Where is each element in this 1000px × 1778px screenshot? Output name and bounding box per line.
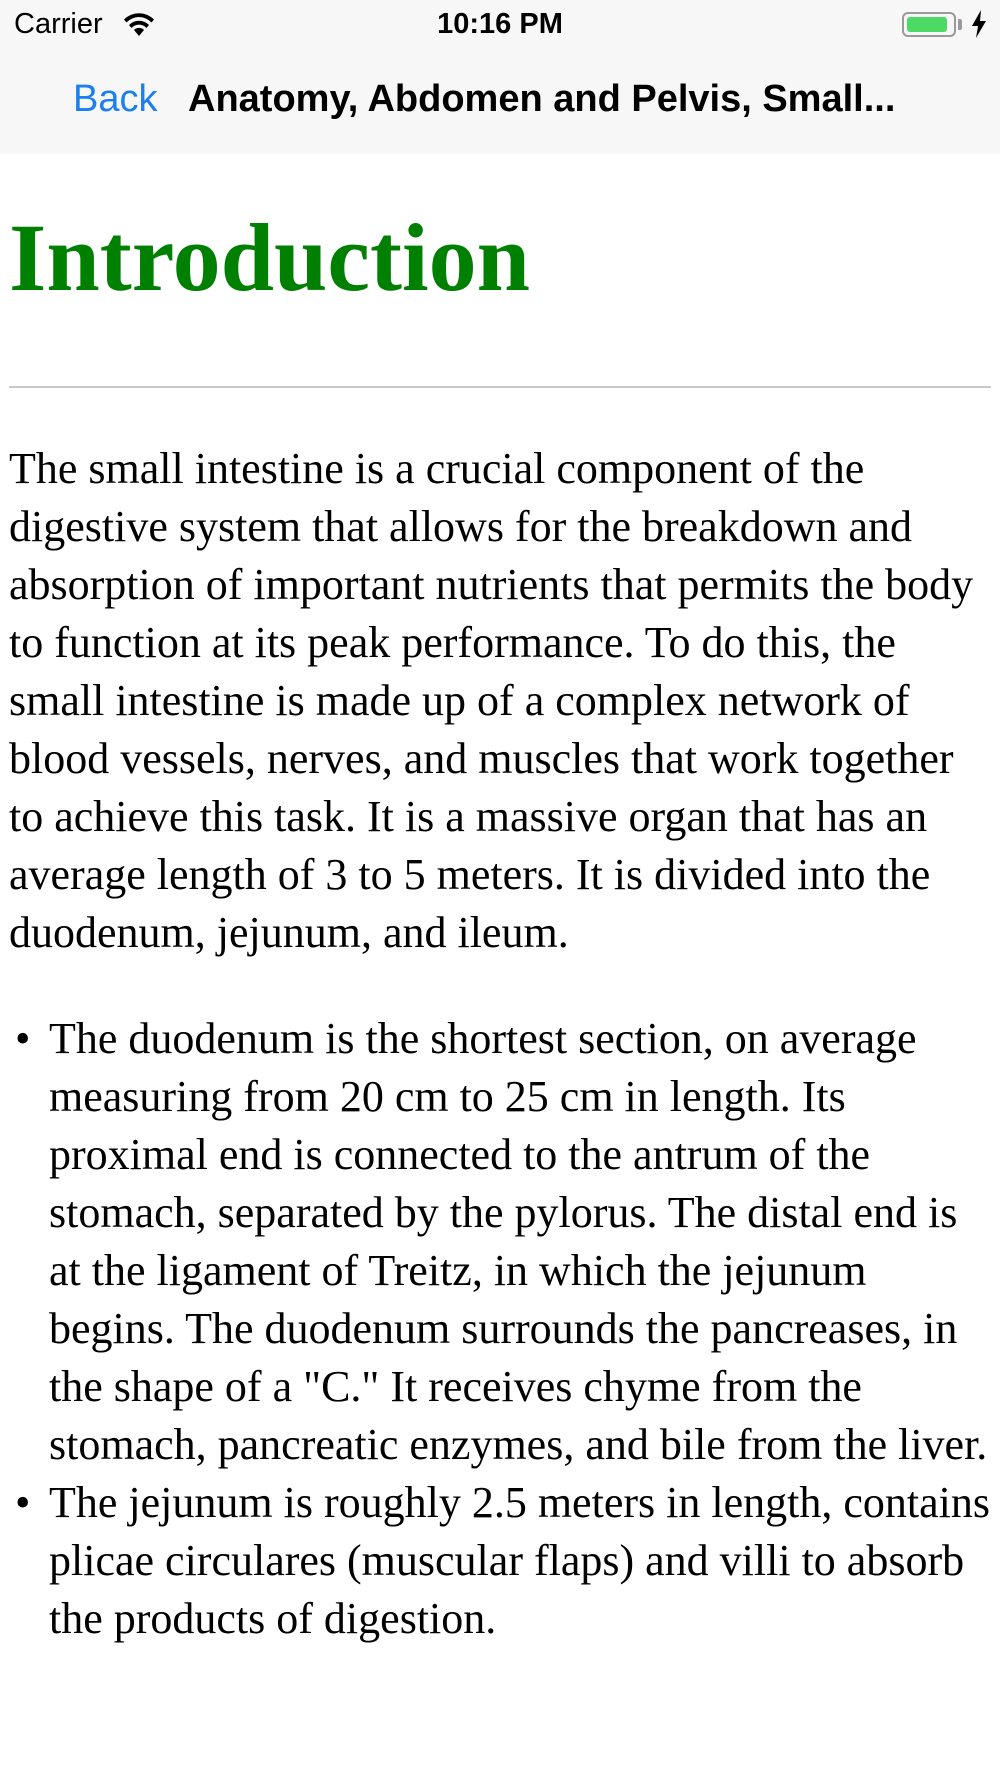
list-item-text: The jejunum is roughly 2.5 meters in length, contains plicae circulares (muscular flaps) and villi to absorb the products of digestion. xyxy=(49,1478,990,1643)
status-bar xyxy=(0,0,1000,48)
navigation-bar xyxy=(0,48,1000,154)
charging-bolt-icon xyxy=(970,9,988,39)
bullet-icon: • xyxy=(15,1478,31,1527)
clock: 10:16 PM xyxy=(437,8,563,40)
battery-tip xyxy=(958,19,962,30)
battery-level-fill xyxy=(907,17,947,32)
bullet-icon: • xyxy=(15,1014,31,1063)
section-heading: Introduction xyxy=(9,204,531,311)
list-item-text: The duodenum is the shortest section, on average measuring from 20 cm to 25 cm in length. Its proximal end is connected to the antrum of the stomach, separated by the pylorus. The distal end is at the ligament of Treitz, in which the jejunum begins. The duodenum surrounds the pancreases, in the shape of a "C." It receives chyme from the stomach, pancreatic enzymes, and bile from the liver. xyxy=(49,1014,988,1469)
article-content xyxy=(9,154,991,1648)
page-title: Anatomy, Abdomen and Pelvis, Small... xyxy=(188,78,896,120)
back-button[interactable]: Back xyxy=(73,78,158,120)
list-item xyxy=(15,1474,991,1648)
battery-icon xyxy=(902,12,956,37)
list-item xyxy=(15,1010,991,1474)
bullet-list xyxy=(9,1010,991,1648)
carrier-label: Carrier xyxy=(14,8,103,40)
intro-paragraph: The small intestine is a crucial component of the digestive system that allows for the breakdown and absorption of important nutrients that permits the body to function at its peak performance. To do this, the small intestine is made up of a complex network of blood vessels, nerves, and muscles that work together to achieve this task. It is a massive organ that has an average length of 3 to 5 meters. It is divided into the duodenum, jejunum, and ileum. xyxy=(9,444,974,957)
divider xyxy=(9,386,991,388)
